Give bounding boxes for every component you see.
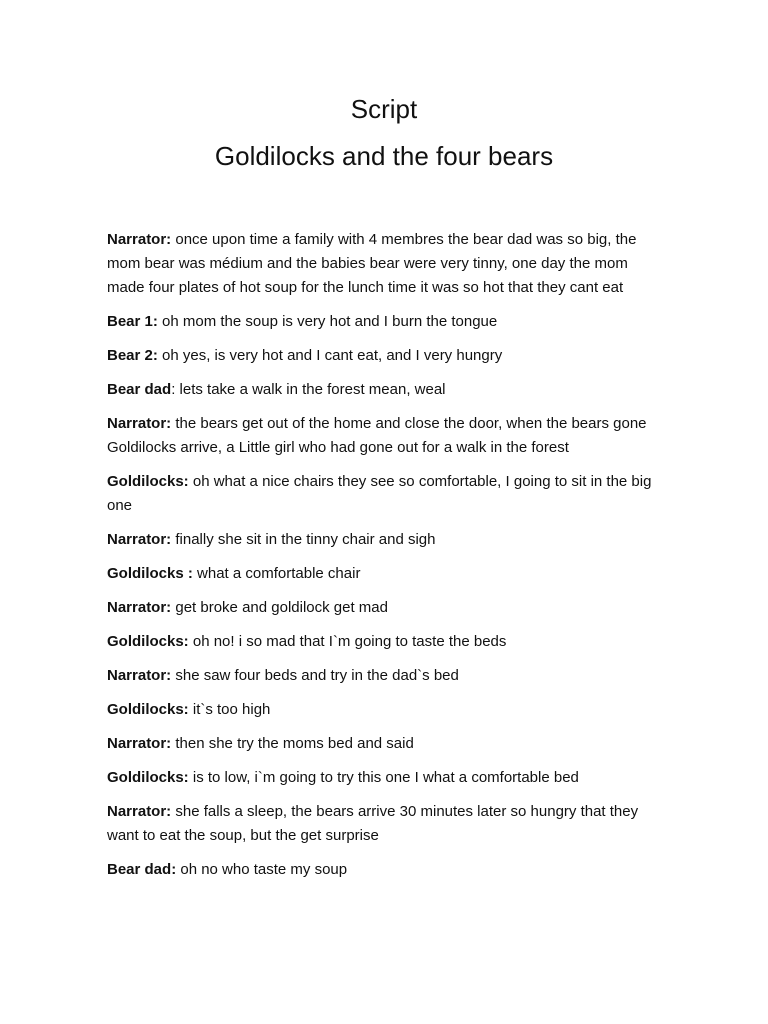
speaker-label: Narrator: [107, 531, 172, 548]
title-block [0, 92, 768, 173]
script-line [107, 766, 667, 790]
script-line [107, 630, 667, 654]
line-text: : lets take a walk in the forest mean, weal [171, 381, 446, 398]
line-text: oh mom the soup is very hot and I burn the tongue [157, 313, 498, 330]
script-line [107, 412, 667, 460]
speaker-label: Narrator: [107, 667, 172, 684]
script-line [107, 310, 667, 334]
line-text: once upon time a family with 4 membres the bear dad was so big, the mom bear was médium and the babies bear were very tinny, one day the mom made four plates of hot soup for the lunch time it was so hot that they cant eat [107, 231, 637, 296]
document-subtitle: Goldilocks and the four bears [214, 141, 554, 171]
script-line [107, 378, 667, 402]
line-text: then she try the moms bed and said [171, 735, 414, 752]
line-text: oh yes, is very hot and I cant eat, and I very hungry [157, 347, 503, 364]
speaker-label: Bear dad [107, 381, 172, 398]
line-text: the bears get out of the home and close the door, when the bears gone Goldilocks arrive, a Little girl who had gone out for a walk in the forest [107, 415, 647, 456]
line-text: she saw four beds and try in the dad`s bed [171, 667, 459, 684]
speaker-label: Bear 2: [107, 347, 158, 364]
document-title: Script [350, 94, 418, 124]
script-line [107, 596, 667, 620]
line-text: it`s too high [188, 701, 271, 718]
line-text: is to low, i`m going to try this one I what a comfortable bed [188, 769, 579, 786]
speaker-label: Narrator: [107, 231, 172, 248]
speaker-label: Narrator: [107, 803, 172, 820]
script-line [107, 698, 667, 722]
script-body [107, 228, 667, 892]
line-text: oh no! i so mad that I`m going to taste the beds [188, 633, 507, 650]
script-line [107, 470, 667, 518]
speaker-label: Goldilocks: [107, 473, 189, 490]
line-text: finally she sit in the tinny chair and sigh [171, 531, 436, 548]
speaker-label: Narrator: [107, 735, 172, 752]
speaker-label: Goldilocks: [107, 701, 189, 718]
speaker-label: Bear 1: [107, 313, 158, 330]
speaker-label: Goldilocks: [107, 633, 189, 650]
script-line [107, 344, 667, 368]
script-line [107, 228, 667, 300]
line-text: oh what a nice chairs they see so comfortable, I going to sit in the big one [107, 473, 652, 514]
line-text: she falls a sleep, the bears arrive 30 minutes later so hungry that they want to eat the soup, but the get surprise [107, 803, 639, 844]
speaker-label: Narrator: [107, 415, 172, 432]
script-line [107, 800, 667, 848]
script-line [107, 732, 667, 756]
script-line [107, 528, 667, 552]
script-line [107, 858, 667, 882]
line-text: oh no who taste my soup [176, 861, 348, 878]
line-text: what a comfortable chair [192, 565, 361, 582]
line-text: get broke and goldilock get mad [171, 599, 388, 616]
script-line [107, 562, 667, 586]
speaker-label: Narrator: [107, 599, 172, 616]
script-line [107, 664, 667, 688]
speaker-label: Bear dad: [107, 861, 177, 878]
speaker-label: Goldilocks : [107, 565, 193, 582]
speaker-label: Goldilocks: [107, 769, 189, 786]
